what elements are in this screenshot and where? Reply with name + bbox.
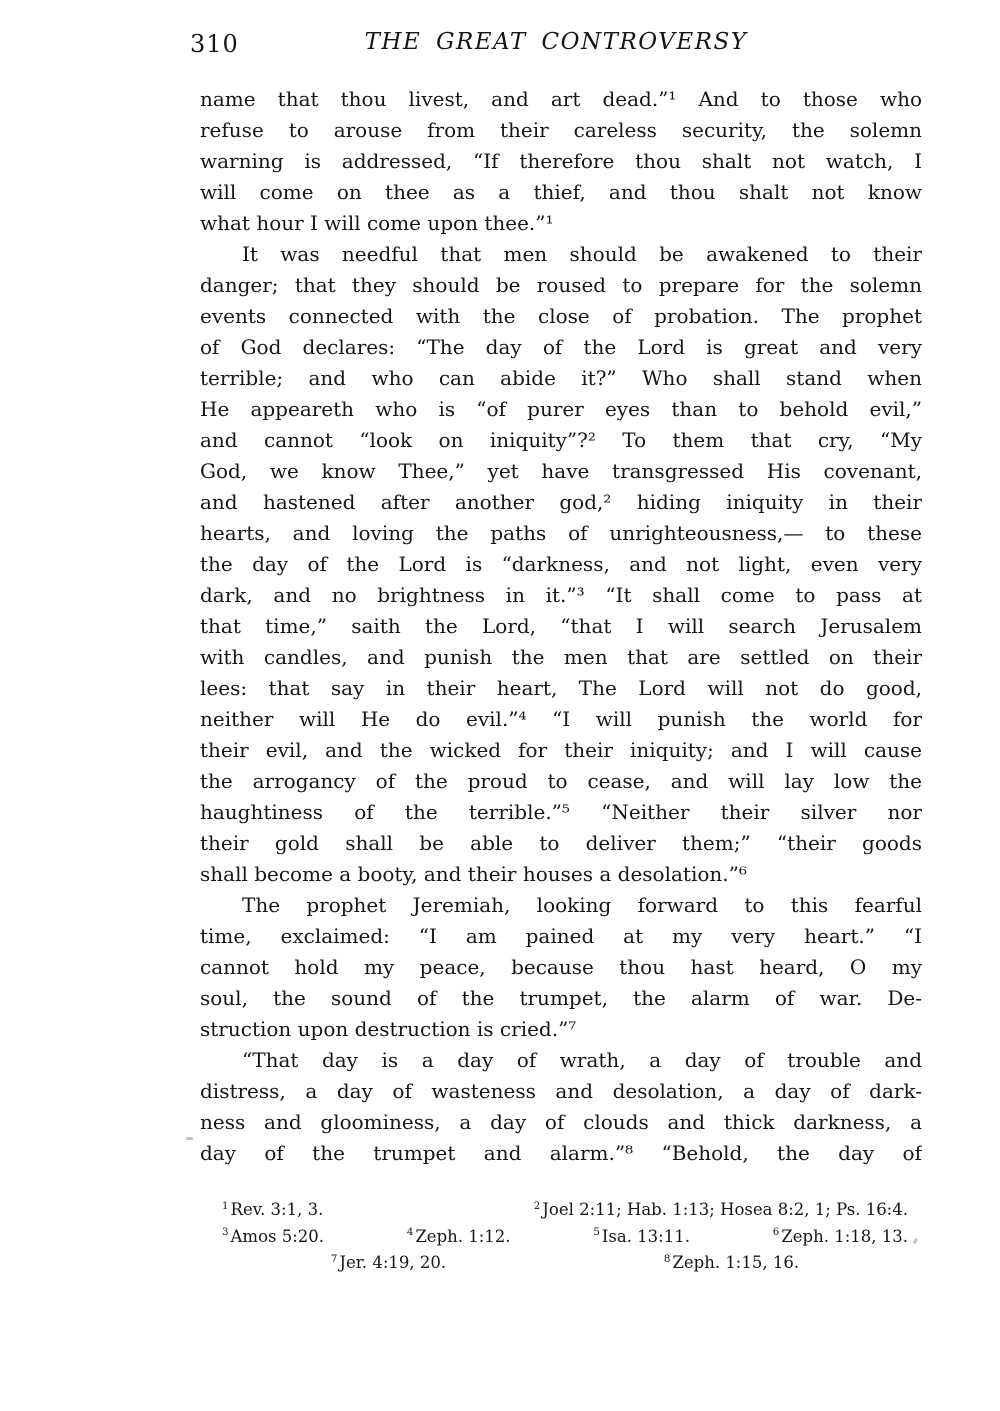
- text-line: danger; that they should be roused to prepare for the solemn: [200, 273, 922, 297]
- running-head: [190, 29, 922, 61]
- footnote: $^3$ Amos 5:20.: [222, 1226, 325, 1246]
- footnote-line: [222, 1197, 908, 1224]
- text-line: terrible; and who can abide it?” Who shall stand when: [200, 366, 922, 390]
- text-line: day of the trumpet and alarm.”⁸ “Behold, the day of: [200, 1141, 922, 1165]
- scan-artifact: [186, 1137, 193, 1140]
- text-line: and cannot “look on iniquity”?² To them that cry, “My: [200, 428, 922, 452]
- footnote: $^1$ Rev. 3:1, 3.: [222, 1200, 324, 1219]
- page-number: 310: [190, 30, 239, 58]
- footnote-line: [222, 1250, 908, 1277]
- text-line: of God declares: “The day of the Lord is great and very: [200, 335, 922, 359]
- text-line: name that thou livest, and art dead.”¹ And to those who: [200, 87, 922, 111]
- text-line: hearts, and loving the paths of unrighteousness,— to these: [200, 521, 922, 545]
- scan-artifact: [913, 1238, 919, 1245]
- text-line: their evil, and the wicked for their iniquity; and I will cause: [200, 738, 922, 762]
- text-line: what hour I will come upon thee.”¹: [200, 211, 554, 235]
- text-line: the arrogancy of the proud to cease, and will lay low the: [200, 769, 922, 793]
- text-line: shall become a booty, and their houses a desolation.”⁶: [200, 862, 747, 886]
- footnote: $^5$ Isa. 13:11.: [593, 1226, 690, 1246]
- text-line: It was needful that men should be awakened to their: [242, 242, 922, 266]
- text-line: struction upon destruction is cried.”⁷: [200, 1017, 577, 1041]
- footnote-line: [222, 1224, 908, 1251]
- text-line: “That day is a day of wrath, a day of trouble and: [242, 1048, 922, 1072]
- footnote: $^2$ Joel 2:11; Hab. 1:13; Hosea 8:2, 1; Ps. 16:4.: [533, 1200, 908, 1219]
- text-line: with candles, and punish the men that are settled on their: [200, 645, 922, 669]
- running-title: THE GREAT CONTROVERSY: [364, 29, 748, 55]
- footnote: $^7$ Jer. 4:19, 20.: [330, 1253, 447, 1272]
- text-line: will come on thee as a thief, and thou shalt not know: [200, 180, 922, 204]
- text-line: He appeareth who is “of purer eyes than to behold evil,”: [200, 397, 922, 421]
- text-line: neither will He do evil.”⁴ “I will punish the world for: [200, 707, 922, 731]
- text-line: their gold shall be able to deliver them;” “their goods: [200, 831, 922, 855]
- footnote: $^4$ Zeph. 1:12.: [406, 1226, 511, 1246]
- paragraph: [200, 1045, 922, 1169]
- paragraph: [200, 84, 922, 239]
- text-line: ness and gloominess, a day of clouds and thick darkness, a: [200, 1110, 922, 1134]
- text-line: The prophet Jeremiah, looking forward to this fearful: [242, 893, 922, 917]
- text-line: God, we know Thee,” yet have transgressed His covenant,: [200, 459, 922, 483]
- footnote: $^8$ Zeph. 1:15, 16.: [663, 1253, 800, 1272]
- text-line: haughtiness of the terrible.”⁵ “Neither their silver nor: [200, 800, 922, 824]
- text-line: events connected with the close of probation. The prophet: [200, 304, 922, 328]
- text-line: and hastened after another god,² hiding iniquity in their: [200, 490, 922, 514]
- paragraph: [200, 890, 922, 1045]
- text-line: warning is addressed, “If therefore thou shalt not watch, I: [200, 149, 922, 173]
- body-text: [200, 84, 922, 1169]
- text-line: cannot hold my peace, because thou hast heard, O my: [200, 955, 922, 979]
- text-line: dark, and no brightness in it.”³ “It shall come to pass at: [200, 583, 922, 607]
- text-line: the day of the Lord is “darkness, and not light, even very: [200, 552, 922, 576]
- text-line: that time,” saith the Lord, “that I will search Jerusalem: [200, 614, 922, 638]
- text-line: refuse to arouse from their careless security, the solemn: [200, 118, 922, 142]
- text-line: soul, the sound of the trumpet, the alarm of war. De-: [200, 986, 922, 1010]
- text-line: time, exclaimed: “I am pained at my very heart.” “I: [200, 924, 922, 948]
- text-line: lees: that say in their heart, The Lord will not do good,: [200, 676, 922, 700]
- paragraph: [200, 239, 922, 890]
- text-line: distress, a day of wasteness and desolation, a day of dark-: [200, 1079, 922, 1103]
- footnote: $^6$ Zeph. 1:18, 13.: [772, 1226, 908, 1246]
- footnotes: [222, 1197, 908, 1277]
